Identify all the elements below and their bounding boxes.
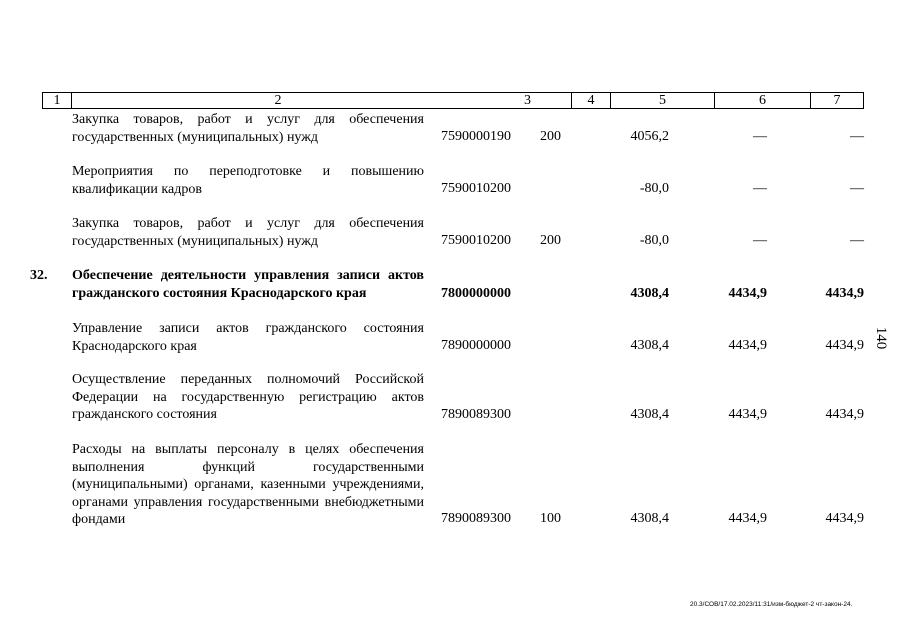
row-value-2023: 4308,4 [630, 338, 669, 353]
row-code: 7890000000 [441, 338, 511, 353]
row-code: 7590000190 [441, 129, 511, 144]
header-col-2: 2 [274, 93, 282, 108]
row-value-2025: — [850, 233, 864, 248]
row-value-2025: 4434,9 [825, 511, 864, 526]
row-description: Расходы на выплаты персоналу в целях обеспечения выполнения функций государственными (муниципальными) органами, казенными учреждениями, органами управления государственными внебюджетными фондами [72, 442, 424, 527]
header-col-1: 1 [53, 93, 61, 108]
header-col-4: 4 [587, 93, 595, 108]
row-value-2023: -80,0 [639, 181, 669, 196]
row-value-2024: 4434,9 [728, 511, 767, 526]
row-value-2024: — [753, 129, 767, 144]
row-description: Осуществление переданных полномочий Российской Федерации на государственную регистрацию актов гражданского состояния [72, 372, 424, 422]
row-value-2024: 4434,9 [728, 286, 767, 301]
row-expense-type: 100 [540, 511, 561, 526]
document-footer: 20.3/СОВ/17.02.2023/11:31/изм-бюджет-2 чт-закон-24. [690, 601, 853, 608]
row-description: Закупка товаров, работ и услуг для обеспечения государственных (муниципальных) нужд [72, 216, 424, 249]
header-col-3: 3 [524, 93, 531, 108]
row-description: Управление записи актов гражданского состояния Краснодарского края [72, 321, 424, 354]
row-description: Закупка товаров, работ и услуг для обеспечения государственных (муниципальных) нужд [72, 112, 424, 145]
row-description: Обеспечение деятельности управления записи актов гражданского состояния Краснодарского края [72, 268, 424, 301]
row-value-2023: 4308,4 [630, 407, 669, 422]
row-code: 7890089300 [441, 407, 511, 422]
header-col-5: 5 [659, 93, 666, 108]
page-number: 140 [873, 326, 889, 350]
row-value-2024: 4434,9 [728, 407, 767, 422]
row-value-2023: 4308,4 [630, 511, 669, 526]
row-value-2025: — [850, 129, 864, 144]
row-value-2023: 4308,4 [630, 286, 669, 301]
row-code: 7590010200 [441, 233, 511, 248]
row-value-2025: 4434,9 [825, 286, 864, 301]
row-value-2023: -80,0 [639, 233, 669, 248]
row-code: 7890089300 [441, 511, 511, 526]
row-code: 7590010200 [441, 181, 511, 196]
row-value-2025: 4434,9 [825, 338, 864, 353]
row-value-2023: 4056,2 [630, 129, 669, 144]
row-expense-type: 200 [540, 233, 561, 248]
row-description: Мероприятия по переподготовке и повышению квалификации кадров [72, 164, 424, 197]
row-number: 32. [30, 268, 48, 283]
table-header [42, 92, 864, 109]
row-expense-type: 200 [540, 129, 561, 144]
row-value-2024: 4434,9 [728, 338, 767, 353]
row-value-2025: 4434,9 [825, 407, 864, 422]
row-value-2024: — [753, 233, 767, 248]
header-col-7: 7 [833, 93, 841, 108]
row-value-2025: — [850, 181, 864, 196]
header-col-6: 6 [759, 93, 766, 108]
row-value-2024: — [753, 181, 767, 196]
row-code: 7800000000 [441, 286, 511, 301]
